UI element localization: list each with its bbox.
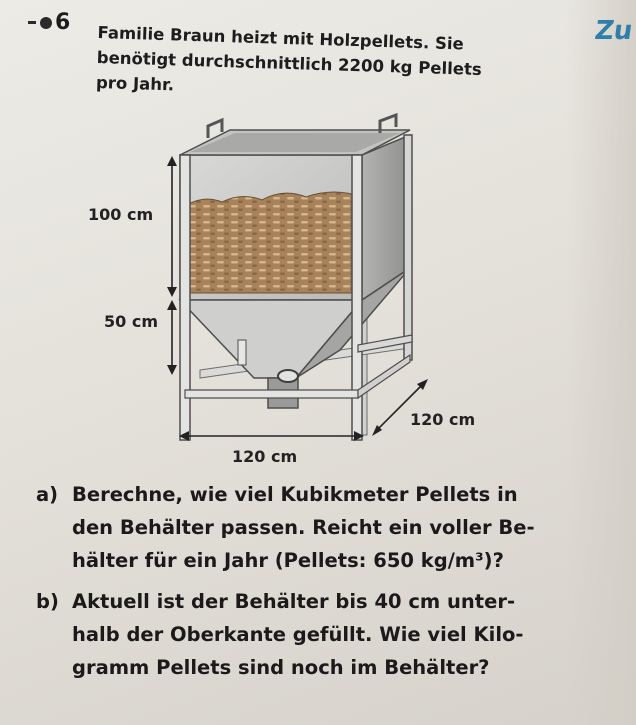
- depth-label: 120 cm: [410, 410, 476, 429]
- width-label: 120 cm: [232, 447, 298, 466]
- subtask-a-label: a): [36, 483, 59, 506]
- intro-line: pro Jahr.: [95, 72, 175, 95]
- task-intro: [96, 20, 578, 110]
- rear-right-leg: [404, 135, 412, 360]
- pellet-container-figure: [90, 100, 510, 470]
- height-upper-label: 100 cm: [88, 205, 154, 224]
- difficulty-dot-icon: [40, 17, 52, 29]
- pellet-fill: [182, 192, 362, 293]
- arrow-up-icon: [167, 300, 177, 310]
- arrow-up-icon: [167, 156, 177, 166]
- task-number-text: 6: [55, 10, 71, 35]
- subtask-a-line: Berechne, wie viel Kubikmeter Pellets in: [72, 483, 518, 506]
- front-crossbar: [185, 390, 358, 398]
- subtask-b-line: halb der Oberkante gefüllt. Wie viel Kilo-: [72, 623, 524, 646]
- height-lower-label: 50 cm: [104, 312, 158, 331]
- difficulty-dash-icon: [28, 21, 36, 24]
- subtask-b-line: gramm Pellets sind noch im Behälter?: [72, 656, 490, 679]
- outlet-opening: [278, 370, 298, 382]
- subtask-b-label: b): [36, 590, 59, 613]
- intro-line: benötigt durchschnittlich 2200 kg Pellets: [96, 47, 483, 80]
- next-page-edge: [566, 0, 636, 725]
- subtask-b-line: Aktuell ist der Behälter bis 40 cm unter-: [72, 590, 516, 613]
- arrow-down-icon: [167, 287, 177, 297]
- subtask-a-line: hälter für ein Jahr (Pellets: 650 kg/m³)?: [72, 549, 504, 572]
- subtask-a: [36, 478, 535, 577]
- subtask-a-line: den Behälter passen. Reicht ein voller Be-: [72, 516, 535, 539]
- hopper-bracket: [238, 340, 246, 365]
- arrow-down-icon: [167, 365, 177, 375]
- margin-mark: Zu: [592, 16, 635, 46]
- subtask-b: [36, 585, 524, 684]
- task-number: [28, 10, 70, 35]
- intro-line: Familie Braun heizt mit Holzpellets. Sie: [97, 22, 465, 54]
